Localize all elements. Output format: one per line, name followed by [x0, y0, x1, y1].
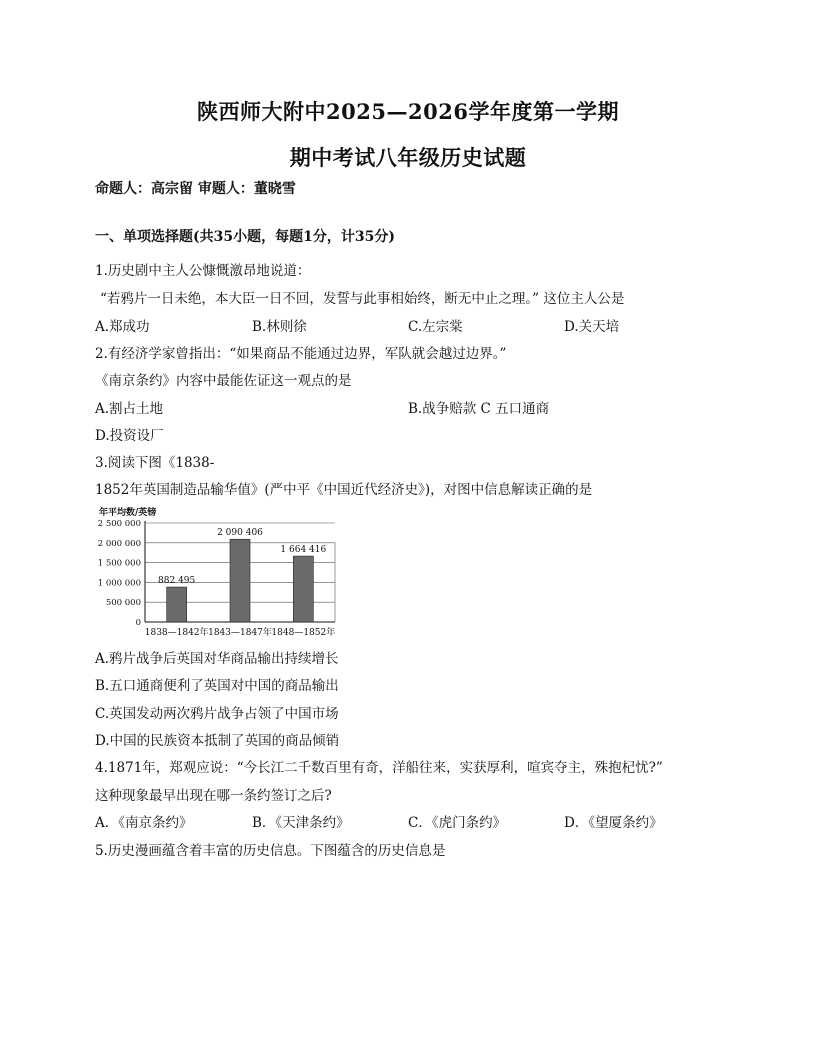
- export-value-bar-chart: [95, 505, 345, 645]
- chart-x-tick-label: 1843—1847年: [208, 628, 272, 638]
- chart-y-axis-label: 年平均数/英镑: [99, 508, 157, 518]
- q2-option-d[interactable]: D.投资设厂: [95, 428, 164, 444]
- q3-option-b[interactable]: B.五口通商便利了英国对中国的商品输出: [95, 678, 339, 694]
- chart-bar: [167, 587, 187, 622]
- chart-y-tick-label: 1 500 000: [97, 558, 141, 569]
- chart-x-tick-label: 1848—1852年: [271, 628, 336, 638]
- q3-option-a[interactable]: A.鸦片战争后英国对华商品输出持续增长: [95, 651, 339, 667]
- chart-bar: [230, 539, 250, 622]
- chart-bar: [293, 556, 313, 622]
- q4-stem-line1: 4.1871年，郑观应说：“今长江二千数百里有奇，洋船往来，实获厚利，喧宾夺主，殊抱杞忧?”: [95, 760, 663, 776]
- q3-stem-line1: 3.阅读下图《1838-: [95, 455, 215, 471]
- q2-option-a[interactable]: A.割占土地: [95, 401, 164, 417]
- chart-value-label: 882 495: [158, 576, 196, 587]
- chart-y-tick-label: 2 500 000: [97, 519, 141, 529]
- q1-option-c[interactable]: C.左宗棠: [408, 319, 463, 335]
- q4-option-a[interactable]: A．《南京条约》: [95, 815, 193, 831]
- chart-y-tick-label: 500 000: [105, 598, 141, 609]
- chart-y-tick-label: 0: [135, 618, 141, 628]
- q2-stem-line2: 《南京条约》内容中最能佐证这一观点的是: [95, 373, 352, 389]
- q2-stem-line1: 2.有经济学家曾指出：“如果商品不能通过边界，军队就会越过边界。”: [95, 346, 507, 362]
- q1-stem-line1: 1.历史剧中主人公慷慨激昂地说道：: [95, 263, 311, 279]
- q1-option-a[interactable]: A.郑成功: [95, 319, 150, 335]
- q5-stem-line1: 5.历史漫画蕴含着丰富的历史信息。下图蕴含的历史信息是: [95, 843, 446, 859]
- q4-option-c[interactable]: C．《虎门条约》: [408, 815, 507, 831]
- chart-x-tick-label: 1838—1842年: [144, 628, 209, 638]
- q1-option-b[interactable]: B.林则徐: [252, 319, 307, 335]
- chart-value-label: 1 664 416: [280, 545, 327, 556]
- q3-option-d[interactable]: D.中国的民族资本抵制了英国的商品倾销: [95, 733, 340, 749]
- q4-option-b[interactable]: B．《天津条约》: [252, 815, 350, 831]
- chart-y-tick-label: 2 000 000: [97, 538, 141, 549]
- q3-option-c[interactable]: C.英国发动两次鸦片战争占领了中国市场: [95, 706, 339, 722]
- exam-title-line2: 期中考试八年级历史试题: [289, 145, 527, 170]
- q4-option-d[interactable]: D．《望厦条约》: [564, 815, 663, 831]
- section-heading: 一、单项选择题(共35小题，每题1分，计35分): [95, 229, 395, 245]
- exam-title-line1: 陕西师大附中2025—2026学年度第一学期: [197, 99, 619, 124]
- q1-stem-line2: “若鸦片一日未绝，本大臣一日不回，发誓与此事相始终，断无中止之理。” 这位主人公是: [100, 291, 625, 307]
- chart-value-label: 2 090 406: [217, 528, 263, 539]
- authors-line: 命题人：高宗留 审题人：董晓雪: [95, 181, 296, 197]
- chart-y-tick-label: 1 000 000: [97, 578, 141, 589]
- q3-stem-line2: 1852年英国制造品输华值》(严中平《中国近代经济史》)，对图中信息解读正确的是: [95, 482, 593, 498]
- q1-option-d[interactable]: D.关天培: [564, 319, 620, 335]
- q4-stem-line2: 这种现象最早出现在哪一条约签订之后?: [95, 788, 332, 804]
- q2-option-bc[interactable]: B.战争赔款 C 五口通商: [408, 401, 550, 417]
